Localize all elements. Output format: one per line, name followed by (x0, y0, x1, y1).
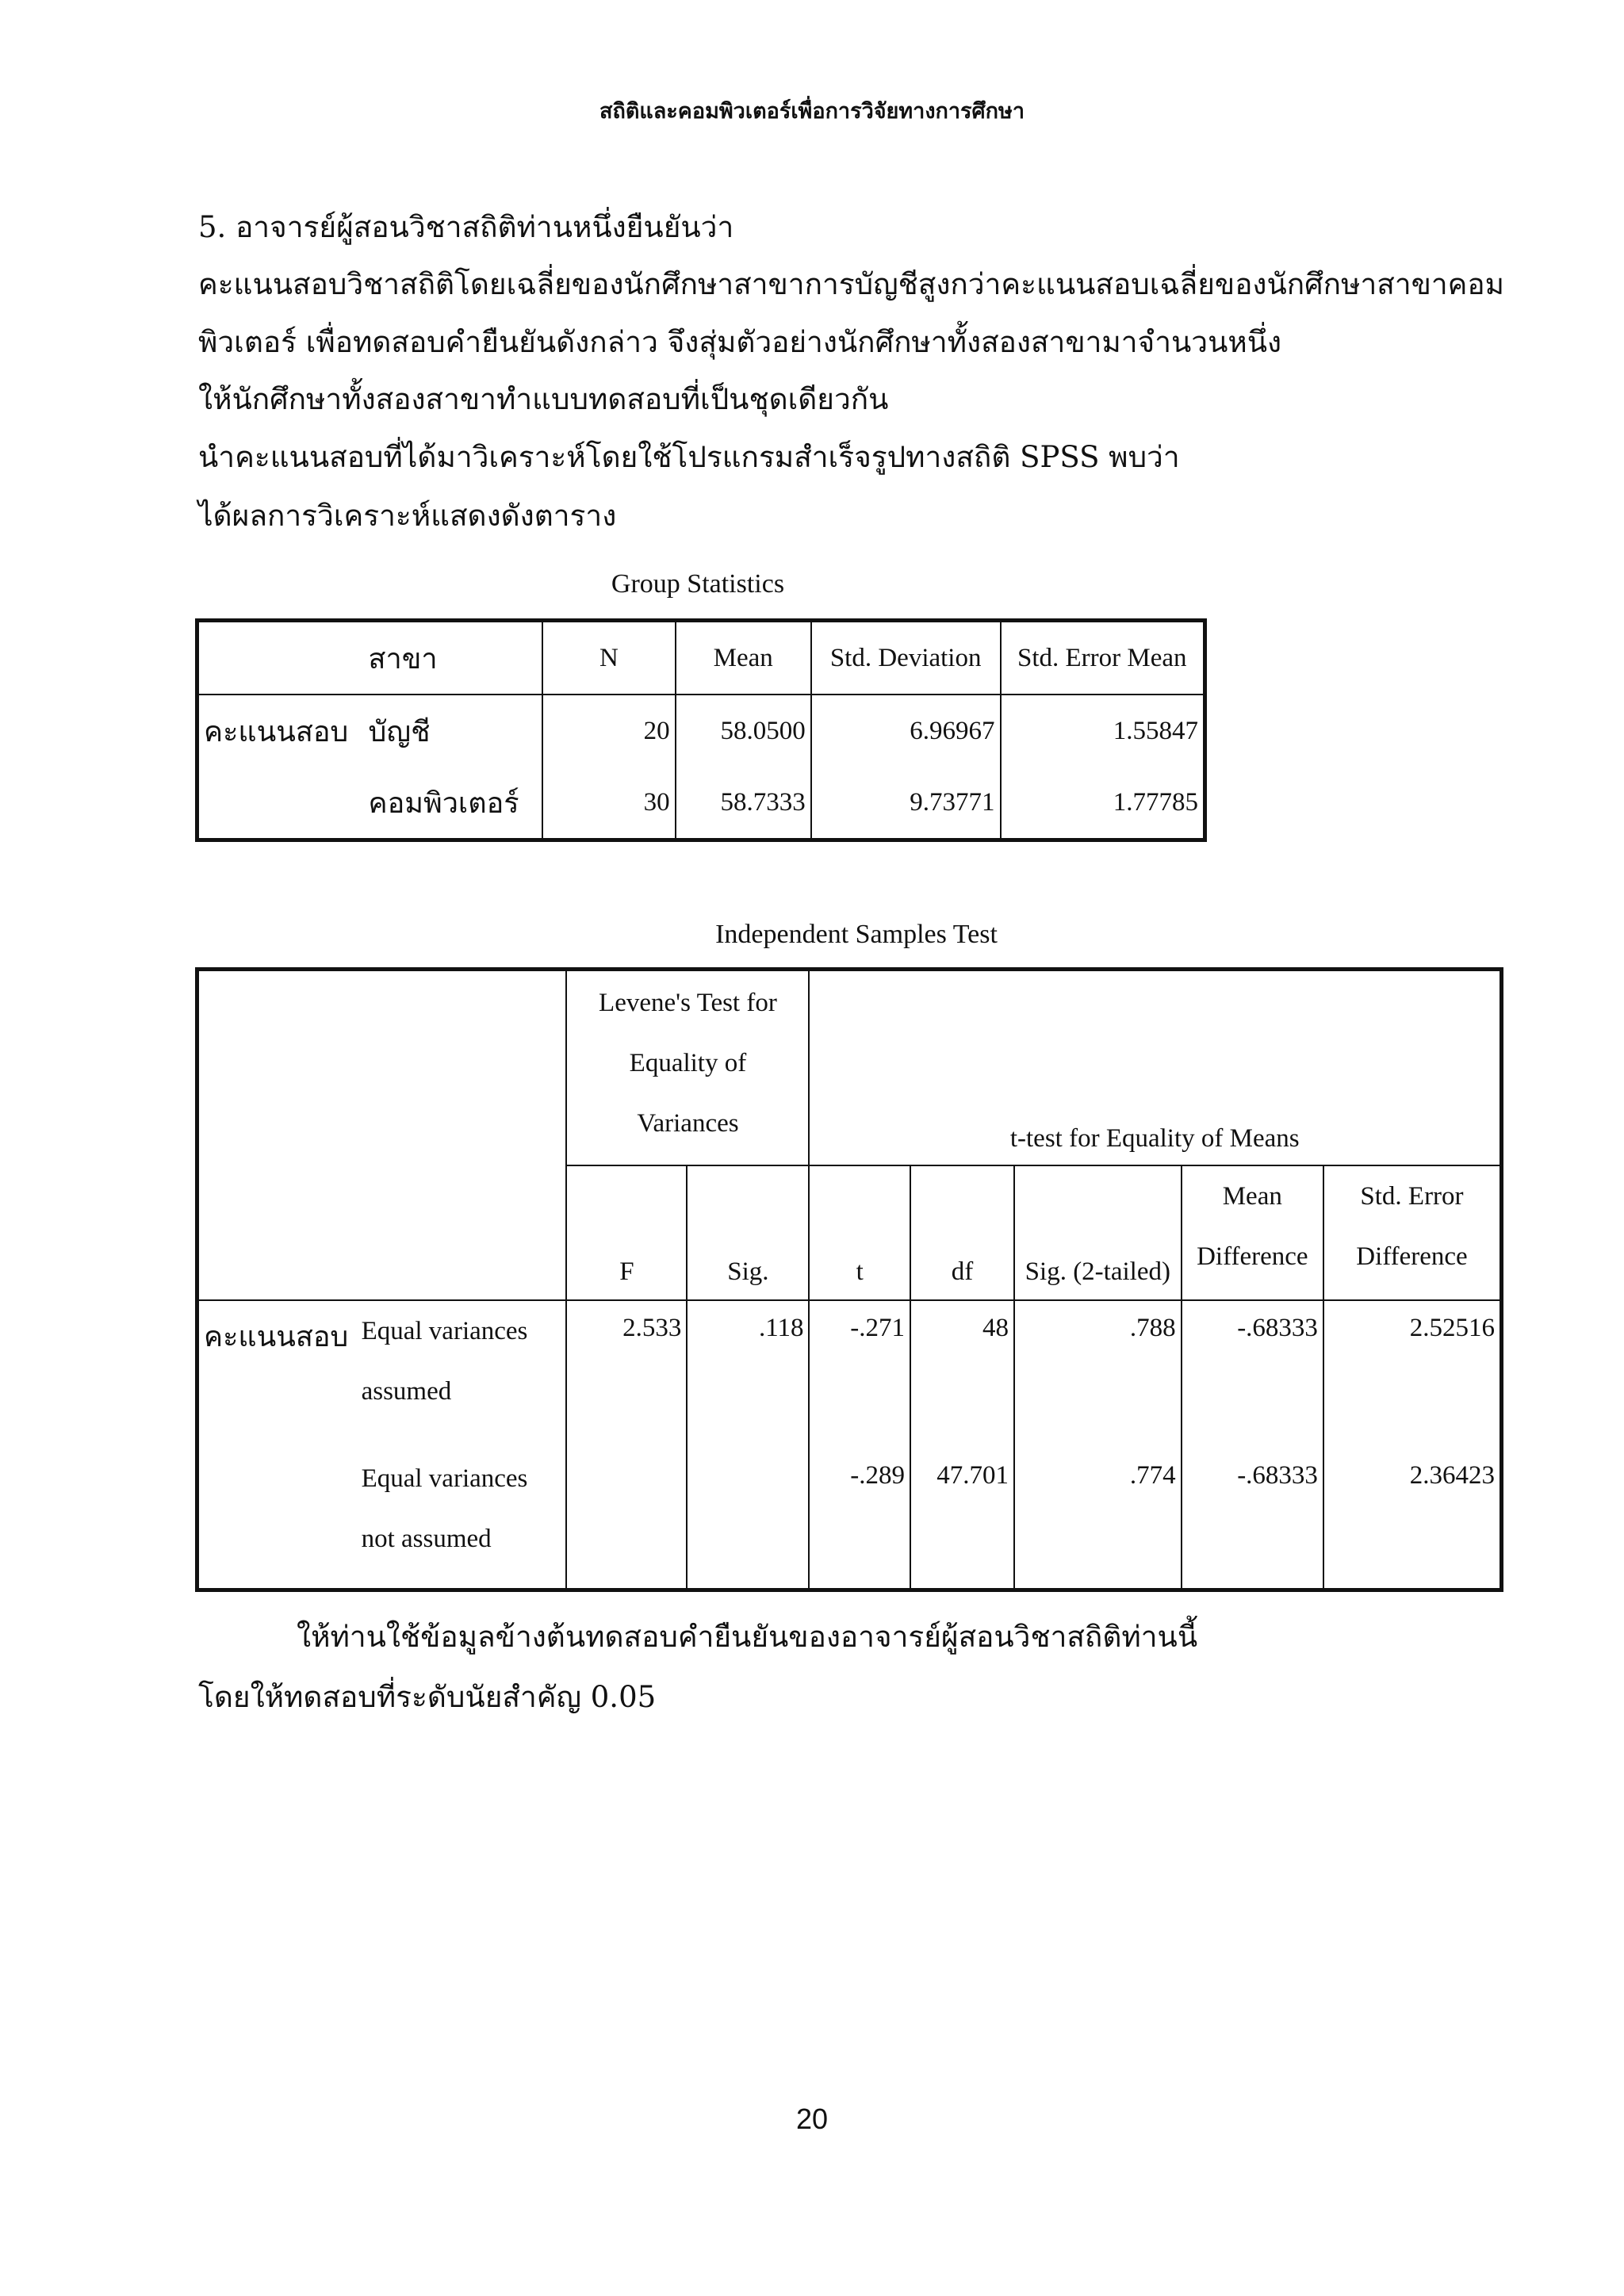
ttest-header: t-test for Equality of Means (809, 970, 1501, 1166)
header-sig-2-tailed: Sig. (2-tailed) (1014, 1165, 1182, 1300)
question-line-1: 5. อาจารย์ผู้สอนวิชาสถิติท่านหนึ่งยืนยันว่า (198, 210, 734, 244)
header-f: F (566, 1165, 687, 1300)
levene-header (566, 970, 809, 1166)
variance-label (357, 1300, 567, 1448)
md-cell: -.68333 (1182, 1300, 1323, 1448)
header-std-deviation: Std. Deviation (811, 621, 1001, 695)
header-std-error-difference-line-1: Std. Error (1360, 1182, 1464, 1211)
table-header-row (197, 621, 1205, 695)
question-line-5: นำคะแนนสอบที่ได้มาวิเคราะห์โดยใช้โปรแกรมสำเร็จรูปทางสถิติ SPSS พบว่า (198, 440, 1180, 474)
f-cell (566, 1448, 687, 1590)
variance-label-line-1: Equal variances (361, 1464, 528, 1493)
table-row (197, 1300, 1502, 1448)
header-std-error-difference-line-2: Difference (1356, 1242, 1468, 1271)
table-row (197, 695, 1205, 767)
header-mean: Mean (676, 621, 811, 695)
header-sig: Sig. (687, 1165, 809, 1300)
variance-label-line-1: Equal variances (361, 1317, 528, 1345)
header-std-error-mean: Std. Error Mean (1001, 621, 1205, 695)
levene-header-line-1: Levene's Test for (599, 989, 777, 1017)
sig-cell (687, 1448, 809, 1590)
instruction-line-2: โดยให้ทดสอบที่ระดับนัยสำคัญ 0.05 (198, 1680, 657, 1714)
t-cell: -.271 (809, 1300, 910, 1448)
variance-label (357, 1448, 567, 1590)
sem-cell: 1.55847 (1001, 695, 1205, 767)
mean-cell: 58.7333 (676, 767, 811, 840)
sem-cell: 1.77785 (1001, 767, 1205, 840)
header-t: t (809, 1165, 910, 1300)
question-line-4: ให้นักศึกษาทั้งสองสาขาทำแบบทดสอบที่เป็นชุดเดียวกัน (198, 382, 889, 416)
header-mean-difference-line-2: Difference (1197, 1242, 1308, 1271)
variance-label-line-2: assumed (361, 1377, 452, 1406)
question-line-6: ได้ผลการวิเคราะห์แสดงดังตาราง (198, 499, 617, 533)
header-branch: สาขา (364, 621, 543, 695)
sig2-cell: .788 (1014, 1300, 1182, 1448)
mean-cell: 58.0500 (676, 695, 811, 767)
df-cell: 48 (910, 1300, 1014, 1448)
running-header: สถิติและคอมพิวเตอร์เพื่อการวิจัยทางการศึกษา (599, 99, 1025, 124)
row-label: คะแนนสอบ (197, 1300, 357, 1448)
n-cell: 20 (542, 695, 675, 767)
question-line-2: คะแนนสอบวิชาสถิติโดยเฉลี่ยของนักศึกษาสาขาการบัญชีสูงกว่าคะแนนสอบเฉลี่ยของนักศึกษาสาขาคอม (198, 267, 1505, 301)
page-number: 20 (795, 2103, 829, 2135)
group-cell: บัญชี (364, 695, 543, 767)
question-line-3: พิวเตอร์ เพื่อทดสอบคำยืนยันดังกล่าว จึงสุ่มตัวอย่างนักศึกษาทั้งสองสาขามาจำนวนหนึ่ง (198, 325, 1282, 359)
se-cell: 2.52516 (1323, 1300, 1502, 1448)
group-statistics-title: Group Statistics (611, 569, 785, 599)
independent-samples-table (195, 967, 1503, 1592)
header-mean-difference (1182, 1165, 1323, 1300)
n-cell: 30 (542, 767, 675, 840)
levene-header-line-3: Variances (637, 1109, 739, 1138)
group-statistics-table (195, 618, 1207, 842)
table-row (197, 1448, 1502, 1590)
table-row (197, 767, 1205, 840)
row-label: คะแนนสอบ (197, 695, 364, 767)
header-std-error-difference (1323, 1165, 1502, 1300)
df-cell: 47.701 (910, 1448, 1014, 1590)
f-cell: 2.533 (566, 1300, 687, 1448)
table-header-row (197, 970, 1502, 1166)
instruction-line-1: ให้ท่านใช้ข้อมูลข้างต้นทดสอบคำยืนยันของอาจารย์ผู้สอนวิชาสถิติท่านนี้ (297, 1620, 1198, 1654)
independent-samples-title: Independent Samples Test (715, 920, 998, 949)
sd-cell: 9.73771 (811, 767, 1001, 840)
header-mean-difference-line-1: Mean (1222, 1182, 1282, 1211)
header-n: N (542, 621, 675, 695)
t-cell: -.289 (809, 1448, 910, 1590)
se-cell: 2.36423 (1323, 1448, 1502, 1590)
sig2-cell: .774 (1014, 1448, 1182, 1590)
md-cell: -.68333 (1182, 1448, 1323, 1590)
group-cell: คอมพิวเตอร์ (364, 767, 543, 840)
variance-label-line-2: not assumed (361, 1525, 492, 1553)
sig-cell: .118 (687, 1300, 809, 1448)
sd-cell: 6.96967 (811, 695, 1001, 767)
levene-header-line-2: Equality of (629, 1049, 747, 1077)
header-df: df (910, 1165, 1014, 1300)
